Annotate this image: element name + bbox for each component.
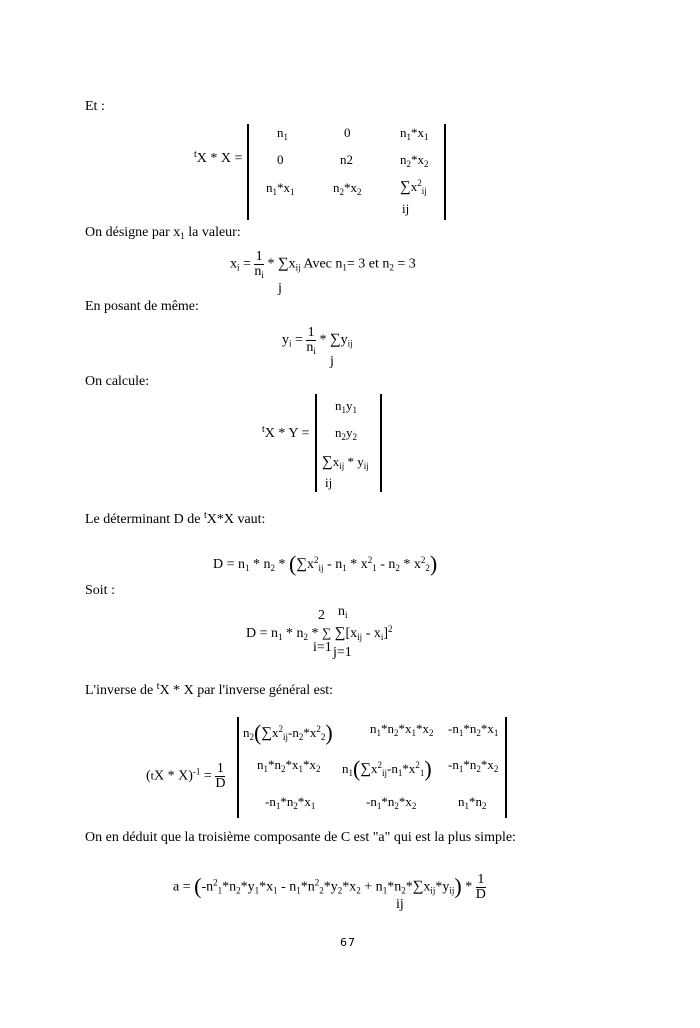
- page-number: 67: [340, 936, 356, 949]
- text-en-posant: En posant de même:: [85, 299, 199, 314]
- text-soit: Soit :: [85, 583, 115, 598]
- text-determinant: Le déterminant D de $^t$X*X vaut:: [85, 510, 266, 527]
- matrix-bar-left: [247, 124, 249, 220]
- intro-text: Et :: [85, 99, 105, 114]
- text-deduit: On en déduit que la troisième composante de C est "a" qui est la plus simple:: [85, 830, 516, 845]
- matrix-txx-label: $^t$X * X =: [194, 149, 243, 166]
- matrix-bar-right: [444, 124, 446, 220]
- text-on-calcule: On calcule:: [85, 374, 150, 389]
- text-on-designe: On désigne par $x_1$ la valeur:: [85, 225, 241, 241]
- formula-determinant: $D = n_1 * n_2 * (\sum x^2_{ij} - n_1 * x^2_1 - n_2 * x^2_2)$: [213, 551, 438, 576]
- text-inverse: L'inverse de $^t$X * X par l'inverse général est:: [85, 681, 334, 698]
